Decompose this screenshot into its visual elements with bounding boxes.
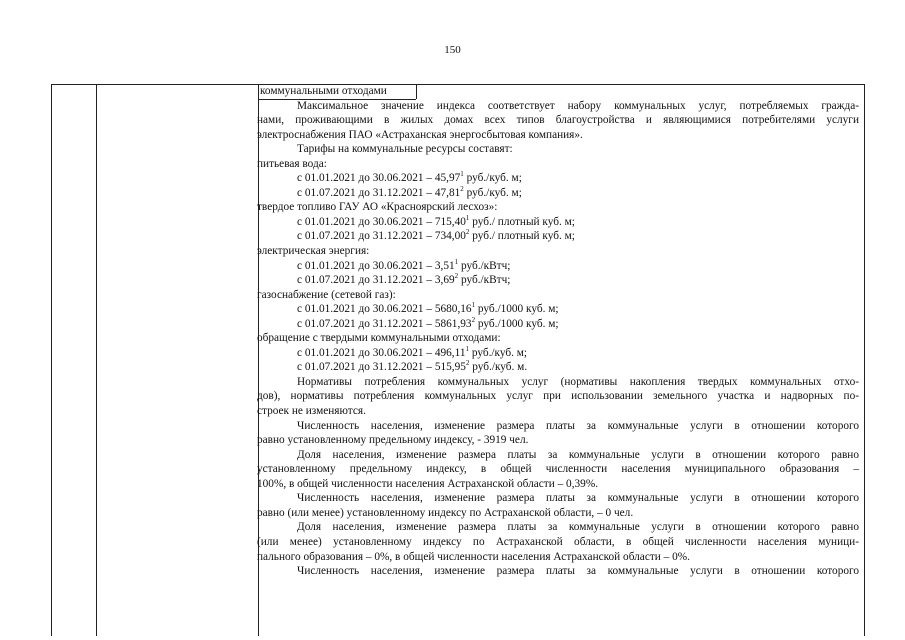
text-line (257, 433, 859, 448)
paragraph-lines (257, 99, 859, 579)
text-line (257, 288, 859, 303)
text-line (257, 550, 859, 565)
footnote-marker: 1 (465, 214, 470, 223)
text-line (257, 462, 859, 477)
line-text: с 01.07.2021 до 31.12.2021 – 3,69 (297, 274, 455, 287)
text-line (257, 157, 859, 172)
table-cell-content (257, 84, 859, 579)
line-text: Доля населения, изменение размера платы за коммунальные услуги в отношении которого равно (297, 521, 859, 534)
text-line (257, 491, 859, 506)
text-line (257, 375, 859, 390)
tariff-unit: руб./кВтч; (458, 259, 511, 272)
text-line (257, 229, 859, 244)
line-text: Максимальное значение индекса соответствует набору коммунальных услуг, потребляемых гражда- (297, 99, 859, 112)
tariff-unit: руб./куб. м; (463, 172, 522, 185)
line-text: питьевая вода: (257, 157, 327, 170)
table-column-divider-1 (96, 85, 97, 636)
tariff-unit: руб./ плотный куб. м; (469, 230, 575, 243)
line-text: Доля населения, изменение размера платы за коммунальные услуги в отношении которого равно (297, 448, 859, 461)
line-text: электрическая энергия: (257, 245, 370, 258)
footnote-marker: 2 (465, 228, 470, 237)
text-line (257, 273, 859, 288)
text-line (257, 142, 859, 157)
table-header-cell-text: коммунальными отходами (260, 85, 387, 97)
text-line (257, 244, 859, 259)
footnote-marker: 1 (465, 345, 469, 354)
line-text: Численность населения, изменение размера платы за коммунальные услуги в отношении которого (297, 419, 859, 432)
text-line (257, 259, 859, 274)
text-line (257, 99, 859, 114)
line-text: с 01.01.2021 до 30.06.2021 – 496,11 (297, 346, 466, 359)
tariff-unit: руб./кВтч; (458, 274, 511, 287)
text-line (257, 360, 859, 375)
tariff-unit: руб./1000 куб. м; (475, 317, 559, 330)
line-text: с 01.01.2021 до 30.06.2021 – 5680,16 (297, 303, 472, 316)
line-text: установленному предельному индексу, в общей численности населения муниципального образования – (257, 463, 859, 476)
line-text: равно (или менее) установленному индексу по Астраханской области, – 0 чел. (257, 506, 634, 519)
text-line (257, 171, 859, 186)
text-line (257, 535, 859, 550)
line-text: дов), нормативы потребления коммунальных услуг при использовании земельного участка и надворных по- (257, 390, 859, 403)
line-text: твердое топливо ГАУ АО «Красноярский лесхоз»: (257, 201, 498, 214)
line-text: Нормативы потребления коммунальных услуг (нормативы накопления твердых коммунальных отхо- (297, 375, 859, 388)
line-text: нами, проживающими в жилых домах всех типов благоустройства и являющимися потребителями услуги (257, 114, 859, 127)
tariff-unit: руб./куб. м; (469, 346, 528, 359)
line-text: Тарифы на коммунальные ресурсы составят: (297, 143, 513, 156)
text-line (257, 419, 859, 434)
text-line (257, 128, 859, 143)
text-line (257, 200, 859, 215)
line-text: равно установленному предельному индексу, - 3919 чел. (257, 434, 529, 447)
text-line (257, 346, 859, 361)
footnote-marker: 2 (460, 185, 464, 194)
line-text: с 01.07.2021 до 31.12.2021 – 734,00 (297, 230, 466, 243)
text-line (257, 331, 859, 346)
line-text: электроснабжения ПАО «Астраханская энергосбытовая компания». (257, 128, 583, 141)
line-text: обращение с твердыми коммунальными отходами: (257, 332, 501, 345)
line-text: с 01.07.2021 до 31.12.2021 – 515,95 (297, 361, 466, 374)
page-number: 150 (444, 44, 461, 56)
text-line (257, 506, 859, 521)
tariff-unit: руб./ плотный куб. м; (469, 215, 575, 228)
footnote-marker: 1 (454, 257, 459, 266)
footnote-marker: 1 (471, 301, 476, 310)
tariff-unit: руб./1000 куб. м; (475, 303, 559, 316)
line-text: Численность населения, изменение размера платы за коммунальные услуги в отношении которого (297, 565, 859, 578)
tariff-unit: руб./куб. м; (463, 186, 522, 199)
text-line (257, 317, 859, 332)
footnote-marker: 2 (454, 272, 459, 281)
text-line (257, 520, 859, 535)
text-line (257, 564, 859, 579)
text-line (257, 448, 859, 463)
line-text: пального образования – 0%, в общей численности населения Астраханской области – 0%. (257, 550, 690, 563)
line-text: с 01.01.2021 до 30.06.2021 – 715,40 (297, 215, 466, 228)
line-text: (или менее) установленному индексу по Астраханской области, в общей численности населения муници- (257, 535, 859, 548)
line-text: строек не изменяются. (257, 405, 366, 418)
line-text: Численность населения, изменение размера платы за коммунальные услуги в отношении которого (297, 492, 859, 505)
line-text: с 01.01.2021 до 30.06.2021 – 3,51 (297, 259, 455, 272)
line-text: с 01.07.2021 до 31.12.2021 – 5861,93 (297, 317, 472, 330)
line-text: 100%, в общей численности населения Астраханской области – 0,39%. (257, 477, 599, 490)
footnote-marker: 2 (465, 359, 470, 368)
line-text: с 01.01.2021 до 30.06.2021 – 45,97 (297, 172, 461, 185)
text-line (257, 404, 859, 419)
line-text: с 01.07.2021 до 31.12.2021 – 47,81 (297, 186, 461, 199)
text-line (257, 477, 859, 492)
tariff-unit: руб./куб. м. (469, 361, 528, 374)
text-line (257, 215, 859, 230)
line-text: газоснабжение (сетевой газ): (257, 288, 396, 301)
text-line (257, 186, 859, 201)
text-line (257, 113, 859, 128)
footnote-marker: 1 (460, 170, 464, 179)
text-line (257, 302, 859, 317)
footnote-marker: 2 (471, 315, 476, 324)
text-line (257, 389, 859, 404)
